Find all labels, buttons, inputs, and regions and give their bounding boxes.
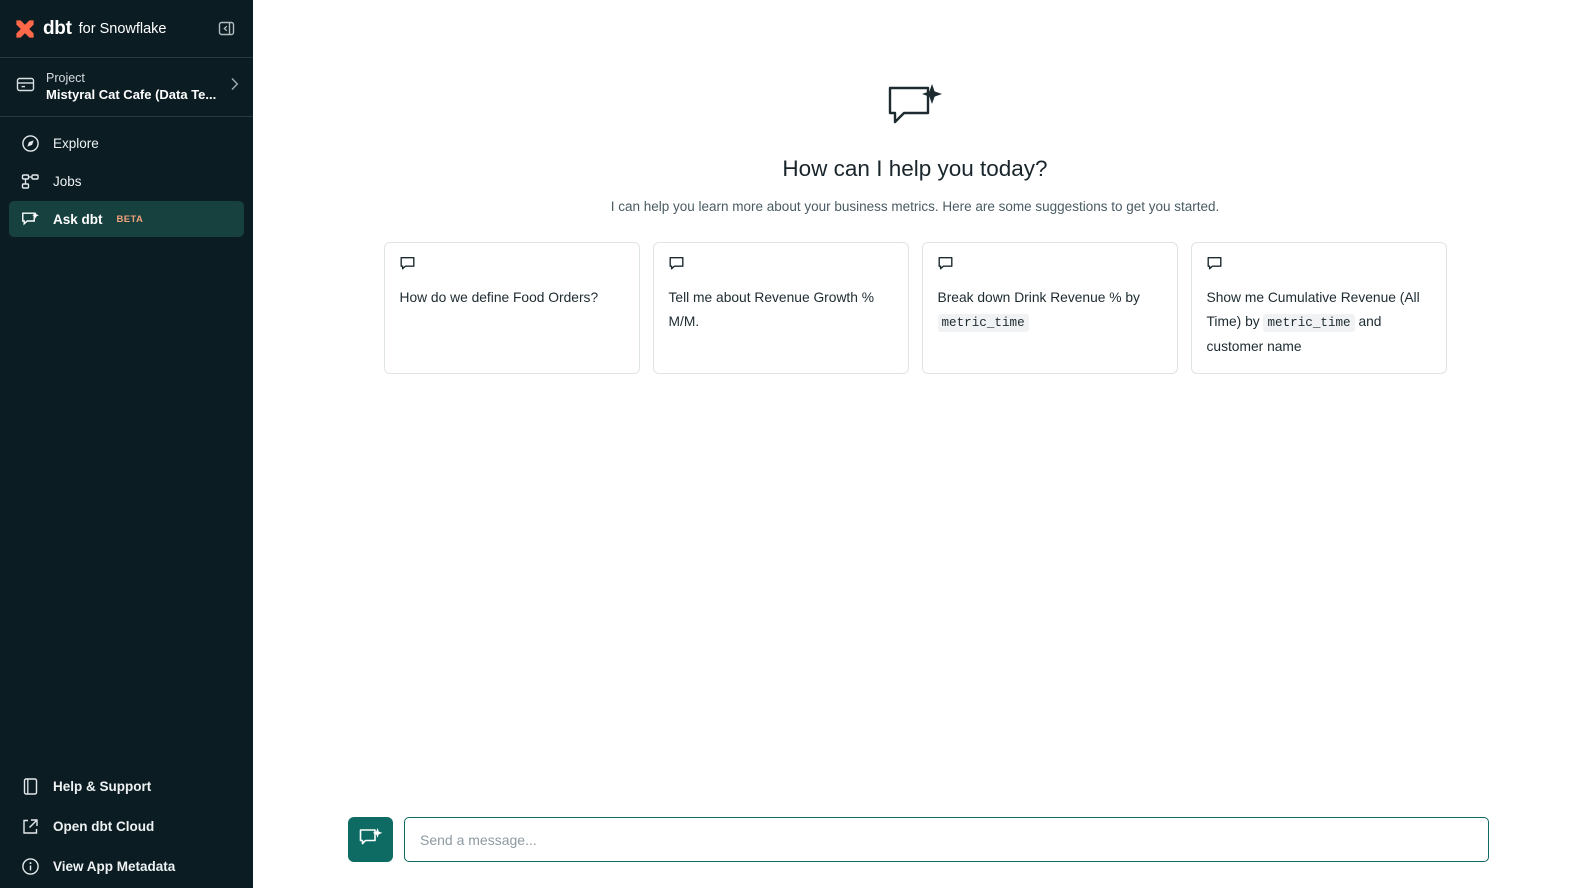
sidebar-item-open-dbt-cloud[interactable] <box>0 810 253 842</box>
suggestion-card[interactable] <box>922 242 1178 374</box>
chat-bubble-icon <box>938 256 1162 276</box>
ask-dbt-sparkle-icon <box>20 210 40 229</box>
suggestion-card[interactable] <box>1191 242 1447 374</box>
message-input[interactable] <box>418 831 1475 849</box>
message-input-wrapper[interactable] <box>404 817 1489 862</box>
brand-suffix: for Snowflake <box>78 20 167 37</box>
sidebar <box>0 0 253 888</box>
chat-sparkle-icon <box>887 82 943 137</box>
suggestion-card[interactable] <box>653 242 909 374</box>
external-link-icon <box>20 817 40 836</box>
database-icon <box>16 75 35 99</box>
compass-icon <box>20 134 40 153</box>
sidebar-item-view-app-metadata[interactable] <box>0 850 253 882</box>
sidebar-footer <box>0 770 253 888</box>
suggestion-card[interactable] <box>384 242 640 374</box>
project-text <box>46 70 219 103</box>
suggestions-list <box>368 242 1463 374</box>
main-panel <box>253 0 1577 888</box>
chevron-right-icon <box>230 77 239 96</box>
brand-name: dbt <box>43 17 72 39</box>
sidebar-spacer <box>0 237 253 770</box>
sidebar-item-jobs[interactable] <box>9 163 244 199</box>
sidebar-footer-label: Open dbt Cloud <box>53 818 155 834</box>
chat-bubble-icon <box>1207 256 1431 276</box>
info-circle-icon <box>20 857 40 876</box>
sidebar-footer-label: View App Metadata <box>53 858 176 874</box>
suggestion-text: Break down Drink Revenue % by metric_time <box>937 290 1140 330</box>
metric-code-token: metric_time <box>1263 314 1354 332</box>
suggestion-text: Tell me about Revenue Growth % M/M. <box>668 290 875 329</box>
sidebar-nav <box>0 117 253 237</box>
page-subtitle: I can help you learn more about your business metrics. Here are some suggestions to get you started. <box>610 199 1220 214</box>
sidebar-item-label: Jobs <box>53 173 82 189</box>
sidebar-item-ask-dbt[interactable] <box>9 201 244 237</box>
new-chat-sparkle-icon <box>359 827 383 852</box>
book-icon <box>20 777 40 796</box>
metric-code-token: metric_time <box>938 314 1029 332</box>
panel-collapse-icon[interactable] <box>215 18 237 40</box>
project-label: Project <box>46 71 85 85</box>
dbt-x-logo-icon <box>14 18 36 40</box>
beta-badge: BETA <box>116 213 144 225</box>
sidebar-item-explore[interactable] <box>9 125 244 161</box>
composer <box>253 817 1577 888</box>
sidebar-footer-label: Help & Support <box>53 778 152 794</box>
suggestion-text: Show me Cumulative Revenue (All Time) by metric_time and customer name <box>1206 290 1420 354</box>
chat-bubble-icon <box>669 256 893 276</box>
sidebar-header <box>0 0 253 57</box>
sidebar-item-label: Explore <box>53 135 99 151</box>
jobs-flow-icon <box>20 172 40 191</box>
sidebar-item-label: Ask dbt <box>53 211 103 227</box>
project-name: Mistyral Cat Cafe (Data Te... <box>46 87 217 102</box>
project-switcher[interactable] <box>0 58 253 116</box>
brand[interactable] <box>14 18 167 40</box>
sidebar-item-help-support[interactable] <box>0 770 253 802</box>
suggestion-text: How do we define Food Orders? <box>399 290 599 305</box>
new-chat-button[interactable] <box>348 817 393 862</box>
chat-empty-state <box>253 0 1577 817</box>
chat-bubble-icon <box>400 256 624 276</box>
page-title: How can I help you today? <box>782 156 1048 181</box>
